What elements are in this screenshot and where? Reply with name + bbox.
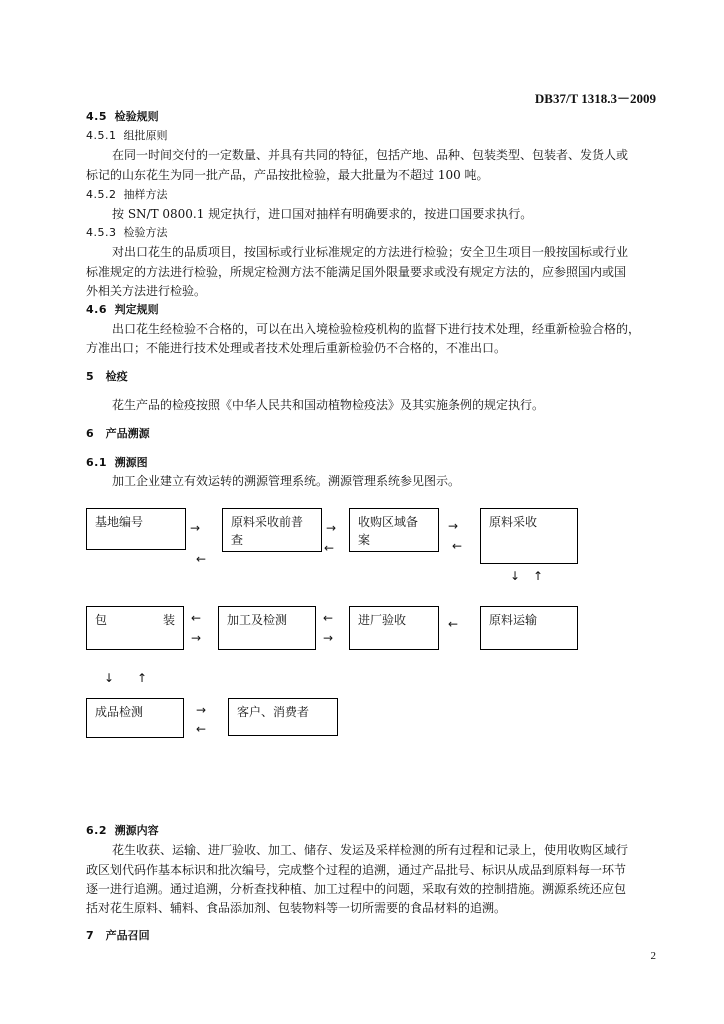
arrow-left-icon: ← <box>196 722 207 736</box>
section-4-5-3-heading: 4.5.3 检验方法 <box>86 226 168 239</box>
arrow-left-icon: ← <box>191 611 202 625</box>
paragraph: 政区划代码作基本标识和批次编号，完成整个过程的追溯，通过产品批号、标识从成品到原料每一环节 <box>86 863 627 877</box>
diagram-box-final-testing: 成品检测 <box>86 698 184 738</box>
section-7-heading: 7 产品召回 <box>86 929 150 942</box>
paragraph: 对出口花生的品质项目，按国标或行业标准规定的方法进行检验；安全卫生项目一般按国标或行业 <box>112 245 629 259</box>
section-4-5-1-heading: 4.5.1 组批原则 <box>86 129 168 142</box>
diagram-box-pre-harvest-survey: 原料采收前普 查 <box>222 508 322 552</box>
diagram-box-processing-testing: 加工及检测 <box>218 606 316 650</box>
diagram-box-raw-harvest: 原料采收 <box>480 508 578 564</box>
paragraph: 标准规定的方法进行检验，所规定检测方法不能满足国外限量要求或没有规定方法的，应参照国内或国 <box>86 265 627 279</box>
document-code: DB37/T 1318.3－2009 <box>534 91 656 106</box>
arrow-left-icon: ← <box>323 611 334 625</box>
paragraph: 出口花生经检验不合格的，可以在出入境检验检疫机构的监督下进行技术处理，经重新检验合格的， <box>112 322 641 336</box>
section-4-5-2-heading: 4.5.2 抽样方法 <box>86 188 168 201</box>
section-6-heading: 6 产品溯源 <box>86 427 150 440</box>
paragraph: 按 SN/T 0800.1 规定执行，进口国对抽样有明确要求的，按进口国要求执行。 <box>112 207 533 221</box>
arrow-down-icon: ↓ <box>510 569 521 583</box>
diagram-box-region-registration: 收购区域备 案 <box>349 508 439 552</box>
paragraph: 方准出口；不能进行技术处理或者技术处理后重新检验仍不合格的，不准出口。 <box>86 341 507 355</box>
diagram-box-raw-transport: 原料运输 <box>480 606 578 650</box>
arrow-right-icon: → <box>326 521 337 535</box>
paragraph: 花生收获、运输、进厂验收、加工、储存、发运及采样检测的所有过程和记录上，使用收购区域行 <box>112 843 629 857</box>
paragraph: 花生产品的检疫按照《中华人民共和国动植物检疫法》及其实施条例的规定执行。 <box>112 398 545 412</box>
section-5-heading: 5 检疫 <box>86 370 128 383</box>
arrow-up-icon: ↑ <box>533 569 544 583</box>
arrow-right-icon: → <box>196 703 207 717</box>
arrow-left-icon: ← <box>448 617 459 631</box>
paragraph: 加工企业建立有效运转的溯源管理系统。溯源管理系统参见图示。 <box>112 474 461 488</box>
arrow-up-icon: ↑ <box>137 671 148 685</box>
arrow-right-icon: → <box>448 519 459 533</box>
diagram-box-customer: 客户、消费者 <box>228 698 338 736</box>
paragraph: 逐一进行追溯。通过追溯，分析查找种植、加工过程中的问题，采取有效的控制措施。溯源系统还应包 <box>86 882 627 896</box>
diagram-box-factory-intake: 进厂验收 <box>349 606 439 650</box>
arrow-right-icon: → <box>323 631 334 645</box>
arrow-right-icon: → <box>190 521 201 535</box>
diagram-box-packaging: 包 装 <box>86 606 184 650</box>
section-4-5-heading: 4.5 检验规则 <box>86 110 159 123</box>
paragraph: 标记的山东花生为同一批产品，产品按批检验，最大批量为不超过 100 吨。 <box>86 168 489 182</box>
arrow-left-icon: ← <box>452 539 463 553</box>
arrow-down-icon: ↓ <box>104 671 115 685</box>
arrow-left-icon: ← <box>196 552 207 566</box>
section-6-2-heading: 6.2 溯源内容 <box>86 824 159 837</box>
paragraph: 外相关方法进行检验。 <box>86 284 207 298</box>
section-6-1-heading: 6.1 溯源图 <box>86 456 148 469</box>
section-4-6-heading: 4.6 判定规则 <box>86 303 159 316</box>
page-number: 2 <box>650 950 656 962</box>
paragraph: 括对花生原料、辅料、食品添加剂、包装物料等一切所需要的食品材料的追溯。 <box>86 901 507 915</box>
arrow-left-icon: ← <box>324 541 335 555</box>
arrow-right-icon: → <box>191 631 202 645</box>
paragraph: 在同一时间交付的一定数量、并具有共同的特征，包括产地、品种、包装类型、包装者、发货人或 <box>112 148 629 162</box>
diagram-box-base-number: 基地编号 <box>86 508 186 550</box>
